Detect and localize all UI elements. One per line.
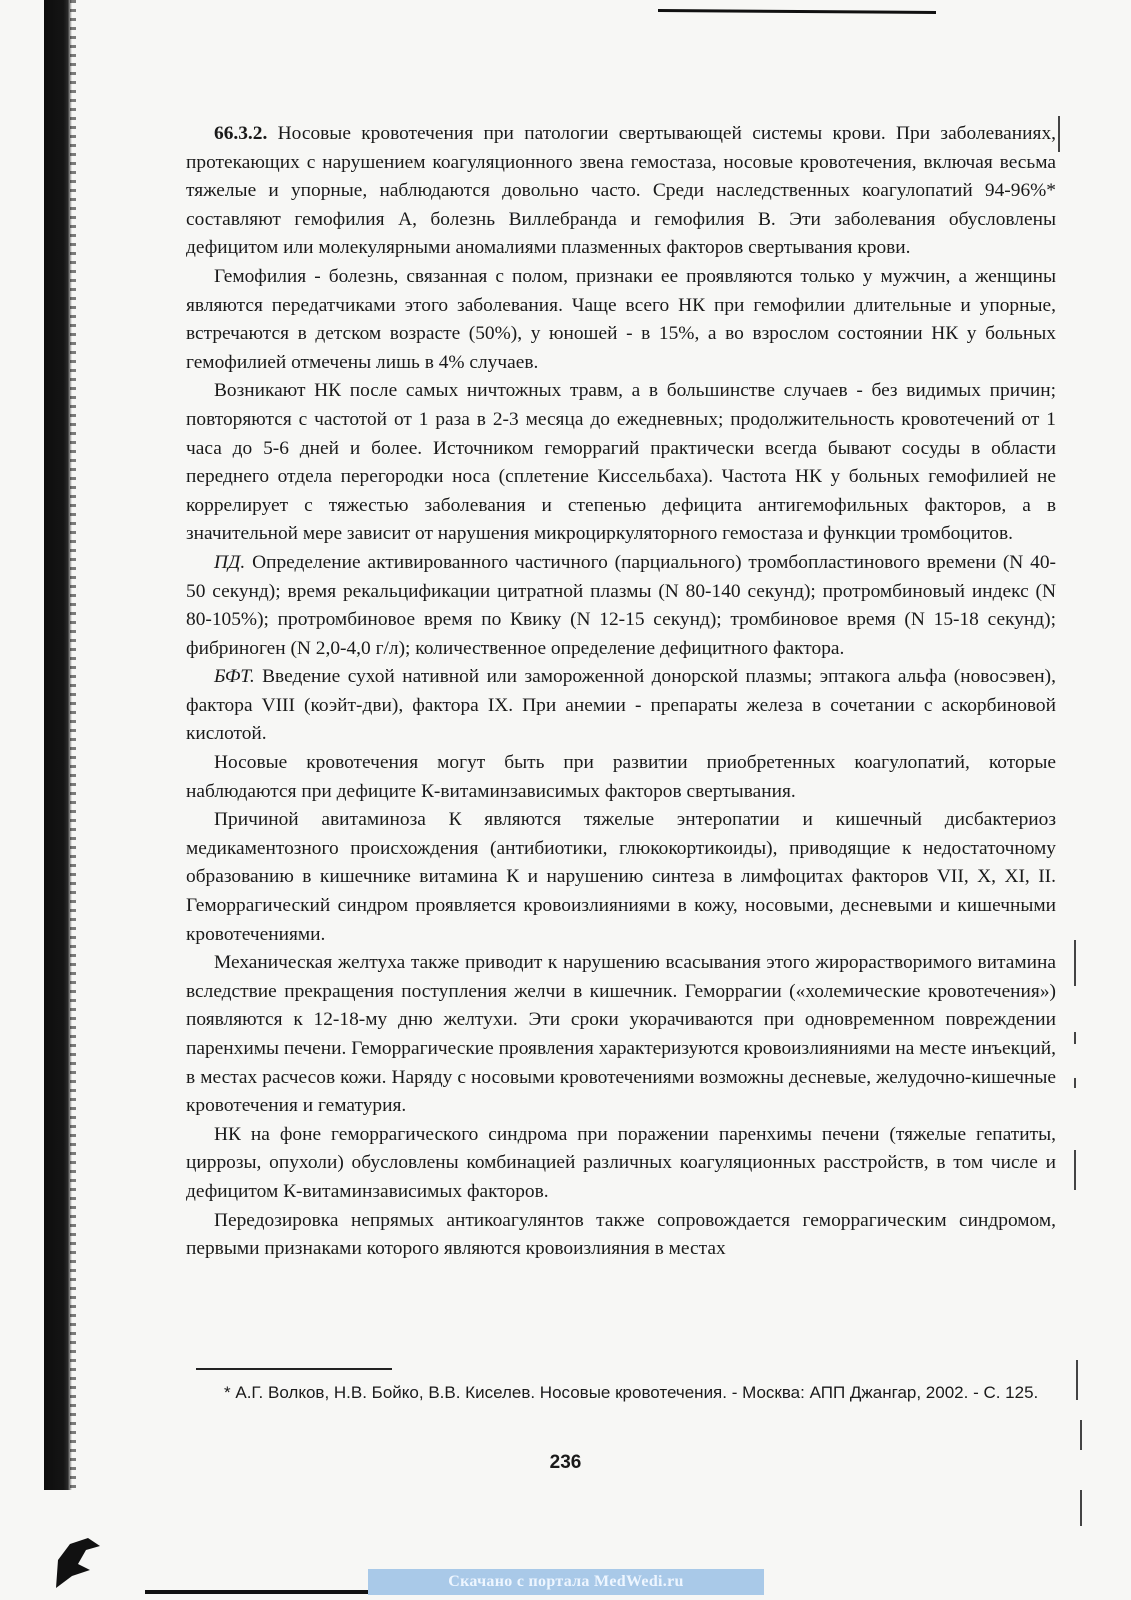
page-number: 236 xyxy=(549,1452,582,1473)
paragraph: Передозировка непрямых антикоагулянтов также сопровождается геморрагическим синдромом, первыми признаками которого являются кровоизлияния в местах xyxy=(186,1209,1056,1260)
scan-left-edge xyxy=(44,0,72,1490)
page-body xyxy=(186,120,1056,1264)
paragraph-label: ПД. xyxy=(214,551,246,573)
paragraph: Носовые кровотечения могут быть при развитии приобретенных коагулопатий, которые наблюдаются при дефиците К-витаминзависимых факторов свертывания. xyxy=(186,752,1056,802)
paragraph-label: БФТ. xyxy=(214,666,255,688)
footnote-marker: * xyxy=(224,1383,231,1402)
paragraph-text: Определение активированного частичного (парциального) тромбопластинового времени (N 40-50 секунд); время рекальцификации цитратной плазмы (N 80-140 секунд); протромбиновый индекс (N 80-105%); протромбиновое время по Квику (N 12-15 секунд); тромбиновое время (N 15-18 секунд); фибриноген (N 2,0-4,0 г/л); количественное определение дефицитного фактора. xyxy=(186,551,1056,659)
watermark-banner[interactable]: Скачано с портала MedWedi.ru xyxy=(368,1569,764,1595)
footnote-rule xyxy=(196,1368,392,1370)
paragraph-lead xyxy=(186,120,1056,263)
footnote-text: А.Г. Волков, Н.В. Бойко, В.В. Киселев. Носовые кровотечения. - Москва: АПП Джангар, 2002. - С. 125. xyxy=(235,1383,1039,1402)
section-number: 66.3.2. xyxy=(214,123,268,144)
scan-top-line xyxy=(658,9,936,14)
paragraph-treatment xyxy=(186,663,1056,749)
paragraph: НК на фоне геморрагического синдрома при поражении паренхимы печени (тяжелые гепатиты, циррозы, опухоли) обусловлены комбинацией различных коагуляционных расстройств, в том числе и дефицитом К-витаминзависимых факторов. xyxy=(186,1123,1056,1202)
paragraph: Гемофилия - болезнь, связанная с полом, признаки ее проявляются только у мужчин, а женщины являются передатчиками этого заболевания. Чаще всего НК при гемофилии длительные и упорные, встречаются в детском возрасте (50%), у юношей - в 15%, а во взрослом состоянии НК у больных гемофилией отмечены лишь в 4% случаев. xyxy=(186,265,1056,373)
paragraph: Механическая желтуха также приводит к нарушению всасывания этого жирорастворимого витамина вследствие прекращения поступления желчи в кишечник. Геморрагии («холемические кровотечения») появляются к 12-18-му дню желтухи. Эти сроки укорачиваются при одновременном повреждении паренхимы печени. Геморрагические проявления характеризуются кровоизлияниями на месте инъекций, в местах расчесов кожи. Наряду с носовыми кровотечениями возможны десневые, желудочно-кишечные кровотечения и гематурия. xyxy=(186,952,1056,1117)
paragraph-diagnostics xyxy=(186,549,1056,663)
paragraph-text: Введение сухой нативной или замороженной донорской плазмы; эптакога альфа (новосэвен), фактора VIII (коэйт-дви), фактора IX. При анемии - препараты железа в сочетании с аскорбиновой кислотой. xyxy=(186,666,1056,745)
paragraph: Возникают НК после самых ничтожных травм, а в большинстве случаев - без видимых причин; повторяются с частотой от 1 раза в 2-3 месяца до ежедневных; продолжительность кровотечений от 1 часа до 5-6 дней и более. Источником геморрагий практически всегда бывают сосуды в области переднего отдела перегородки носа (сплетение Киссельбаха). Частота НК у больных гемофилией не коррелирует с тяжестью заболевания и степенью дефицита антигемофильных факторов, а в значительной мере зависит от нарушения микроциркуляторного гемостаза и функции тромбоцитов. xyxy=(186,380,1056,545)
scan-corner-mark xyxy=(48,1520,108,1590)
paragraph-text: Носовые кровотечения при патологии свертывающей системы крови. При заболеваниях, протекающих с нарушением коагуляционного звена гемостаза, носовые кровотечения, включая весьма тяжелые и упорные, наблюдаются довольно часто. Среди наследственных коагулопатий 94-96%* составляют гемофилия А, болезнь Виллебранда и гемофилия В. Эти заболевания обусловлены дефицитом или молекулярными аномалиями плазменных факторов свертывания крови. xyxy=(186,123,1056,259)
footnote xyxy=(196,1380,1052,1405)
paragraph: Причиной авитаминоза К являются тяжелые энтеропатии и кишечный дисбактериоз медикаментозного происхождения (антибиотики, глюкокортикоиды), приводящие к недостаточному образованию в кишечнике витамина К и нарушению синтеза в лимфоцитах факторов VII, X, XI, II. Геморрагический синдром проявляется кровоизлияниями в кожу, носовыми, десневыми и кишечными кровотечениями. xyxy=(186,809,1056,945)
